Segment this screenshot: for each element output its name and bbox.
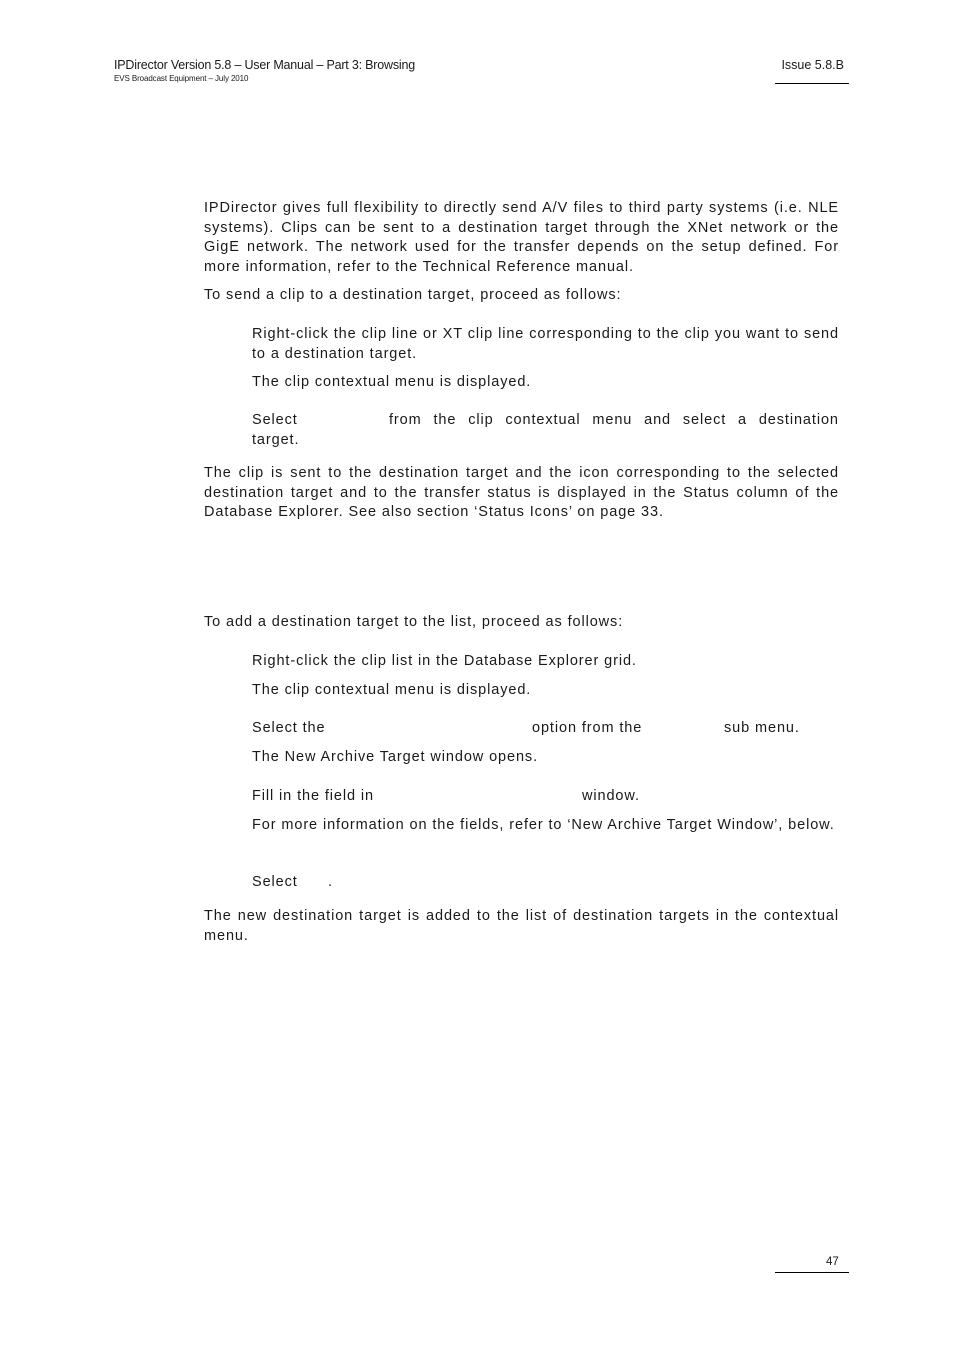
word: select — [682, 412, 727, 428]
section1-outcome: The clip is sent to the destination target and the icon corresponding to the selected destination target and to the transfer status is displayed in the Status column of the Database Explorer. See also section ‘Status Icons’ on page 33. — [204, 465, 839, 520]
word: and — [644, 412, 672, 428]
section2-step3-note: For more information on the fields, refer to ‘New Archive Target Window’, below. — [252, 817, 835, 833]
word: destination — [758, 412, 839, 428]
section2-step3-window: window. — [582, 788, 640, 804]
word: from — [389, 412, 422, 428]
section1-step2-select: Select — [252, 412, 298, 428]
section2-step1: Right-click the clip list in the Database Explorer grid. — [252, 653, 637, 669]
section1-step1-result: The clip contextual menu is displayed. — [252, 374, 532, 390]
section1-step2-target: target. — [252, 432, 300, 448]
section1-step1: Right-click the clip line or XT clip line corresponding to the clip you want to send to a destination target. — [252, 326, 839, 362]
section2-step2-result: The New Archive Target window opens. — [252, 749, 539, 765]
section2-step2-option: option from the — [532, 720, 643, 736]
section2-step4-period: . — [328, 874, 333, 890]
word: a — [738, 412, 747, 428]
word: clip — [468, 412, 494, 428]
section2-step4-select: Select — [252, 874, 298, 890]
word: menu — [592, 412, 633, 428]
footer-rule — [775, 1272, 849, 1273]
section1-step2-text — [389, 411, 839, 431]
section1-step2-body — [389, 411, 839, 431]
header-rule — [775, 83, 849, 84]
section2-step2-select: Select the — [252, 720, 326, 736]
section1-lead: To send a clip to a destination target, proceed as follows: — [204, 287, 622, 303]
section1-intro: IPDirector gives full flexibility to directly send A/V files to third party systems (i.e. NLE systems). Clips can be sent to a destination target through the XNet network or the GigE network. The network used for the transfer depends on the setup defined. For more information, refer to the Technical Reference manual. — [204, 200, 839, 275]
section2-step2-submenu: sub menu. — [724, 720, 800, 736]
issue-label: Issue 5.8.B — [781, 58, 844, 72]
section2-step3-fill: Fill in the field in — [252, 788, 374, 804]
section2-outcome: The new destination target is added to the list of destination targets in the contextual menu. — [204, 908, 839, 944]
section2-lead: To add a destination target to the list, proceed as follows: — [204, 614, 624, 630]
word: the — [433, 412, 457, 428]
page-number: 47 — [826, 1256, 839, 1268]
document-subtitle: EVS Broadcast Equipment – July 2010 — [114, 74, 249, 83]
section2-step1-result: The clip contextual menu is displayed. — [252, 682, 532, 698]
document-title: IPDirector Version 5.8 – User Manual – Part 3: Browsing — [114, 58, 415, 72]
word: contextual — [505, 412, 581, 428]
